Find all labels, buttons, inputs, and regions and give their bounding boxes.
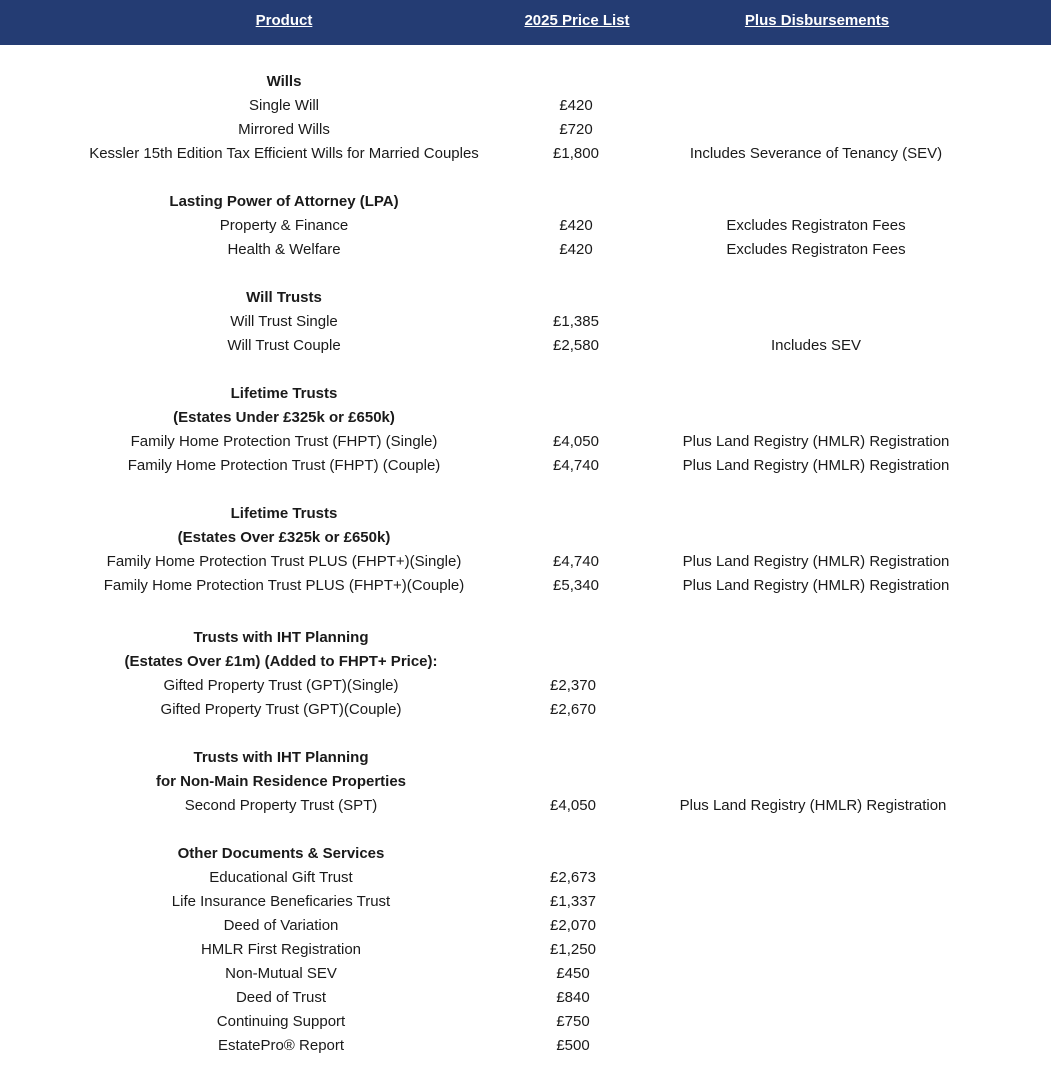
- product-cell: Non-Mutual SEV: [225, 965, 337, 982]
- section-heading: for Non-Main Residence Properties: [155, 773, 407, 790]
- product-cell: Continuing Support: [216, 1013, 346, 1030]
- price-cell: £2,580: [553, 337, 599, 354]
- disbursement-cell: Includes SEV: [770, 337, 862, 354]
- product-cell: Family Home Protection Trust (FHPT) (Couple): [127, 457, 441, 474]
- price-cell: £420: [559, 217, 593, 234]
- price-cell: £720: [559, 121, 593, 138]
- header-disbursements: Plus Disbursements: [744, 12, 890, 29]
- disbursement-cell: Plus Land Registry (HMLR) Registration: [679, 797, 947, 814]
- section-heading: Lifetime Trusts: [230, 385, 338, 402]
- price-cell: £1,800: [553, 145, 599, 162]
- product-cell: HMLR First Registration: [200, 941, 362, 958]
- disbursement-cell: Plus Land Registry (HMLR) Registration: [682, 433, 950, 450]
- product-cell: Will Trust Single: [230, 313, 338, 330]
- product-cell: Mirrored Wills: [238, 121, 330, 138]
- product-cell: Life Insurance Beneficaries Trust: [171, 893, 391, 910]
- product-cell: Gifted Property Trust (GPT)(Couple): [160, 701, 402, 718]
- price-cell: £2,070: [550, 917, 596, 934]
- section-heading: Will Trusts: [246, 289, 322, 306]
- price-cell: £2,670: [550, 701, 596, 718]
- section-heading: Wills: [266, 73, 302, 90]
- header-price-list: 2025 Price List: [524, 12, 630, 29]
- price-cell: £1,250: [550, 941, 596, 958]
- price-cell: £4,050: [550, 797, 596, 814]
- price-cell: £1,337: [550, 893, 596, 910]
- product-cell: Deed of Variation: [223, 917, 339, 934]
- product-cell: Educational Gift Trust: [209, 869, 353, 886]
- product-cell: Single Will: [248, 97, 320, 114]
- disbursement-cell: Plus Land Registry (HMLR) Registration: [682, 457, 950, 474]
- product-cell: Second Property Trust (SPT): [184, 797, 378, 814]
- product-cell: Family Home Protection Trust PLUS (FHPT+)(Single): [106, 553, 462, 570]
- disbursement-cell: Includes Severance of Tenancy (SEV): [689, 145, 943, 162]
- price-cell: £500: [556, 1037, 590, 1054]
- price-cell: £4,740: [553, 457, 599, 474]
- product-cell: Kessler 15th Edition Tax Efficient Wills for Married Couples: [89, 145, 479, 162]
- section-heading: (Estates Over £325k or £650k): [177, 529, 391, 546]
- section-heading: (Estates Under £325k or £650k): [173, 409, 395, 426]
- product-cell: Will Trust Couple: [227, 337, 341, 354]
- product-cell: Family Home Protection Trust PLUS (FHPT+)(Couple): [103, 577, 465, 594]
- price-cell: £420: [559, 97, 593, 114]
- price-cell: £2,370: [550, 677, 596, 694]
- section-heading: (Estates Over £1m) (Added to FHPT+ Price):: [124, 653, 438, 670]
- product-cell: Health & Welfare: [227, 241, 341, 258]
- price-cell: £2,673: [550, 869, 596, 886]
- section-heading: Lasting Power of Attorney (LPA): [169, 193, 399, 210]
- product-cell: Gifted Property Trust (GPT)(Single): [163, 677, 399, 694]
- product-cell: Family Home Protection Trust (FHPT) (Single): [130, 433, 438, 450]
- section-heading: Trusts with IHT Planning: [193, 629, 369, 646]
- disbursement-cell: Plus Land Registry (HMLR) Registration: [682, 553, 950, 570]
- product-cell: EstatePro® Report: [217, 1037, 345, 1054]
- price-cell: £450: [556, 965, 590, 982]
- disbursement-cell: Excludes Registraton Fees: [726, 241, 906, 258]
- disbursement-cell: Plus Land Registry (HMLR) Registration: [682, 577, 950, 594]
- price-cell: £420: [559, 241, 593, 258]
- header-product: Product: [255, 12, 313, 29]
- price-cell: £840: [556, 989, 590, 1006]
- section-heading: Other Documents & Services: [177, 845, 385, 862]
- price-cell: £1,385: [553, 313, 599, 330]
- price-cell: £4,050: [553, 433, 599, 450]
- product-cell: Deed of Trust: [235, 989, 327, 1006]
- price-cell: £5,340: [553, 577, 599, 594]
- price-cell: £750: [556, 1013, 590, 1030]
- price-cell: £4,740: [553, 553, 599, 570]
- disbursement-cell: Excludes Registraton Fees: [726, 217, 906, 234]
- product-cell: Property & Finance: [219, 217, 349, 234]
- section-heading: Trusts with IHT Planning: [193, 749, 369, 766]
- section-heading: Lifetime Trusts: [230, 505, 338, 522]
